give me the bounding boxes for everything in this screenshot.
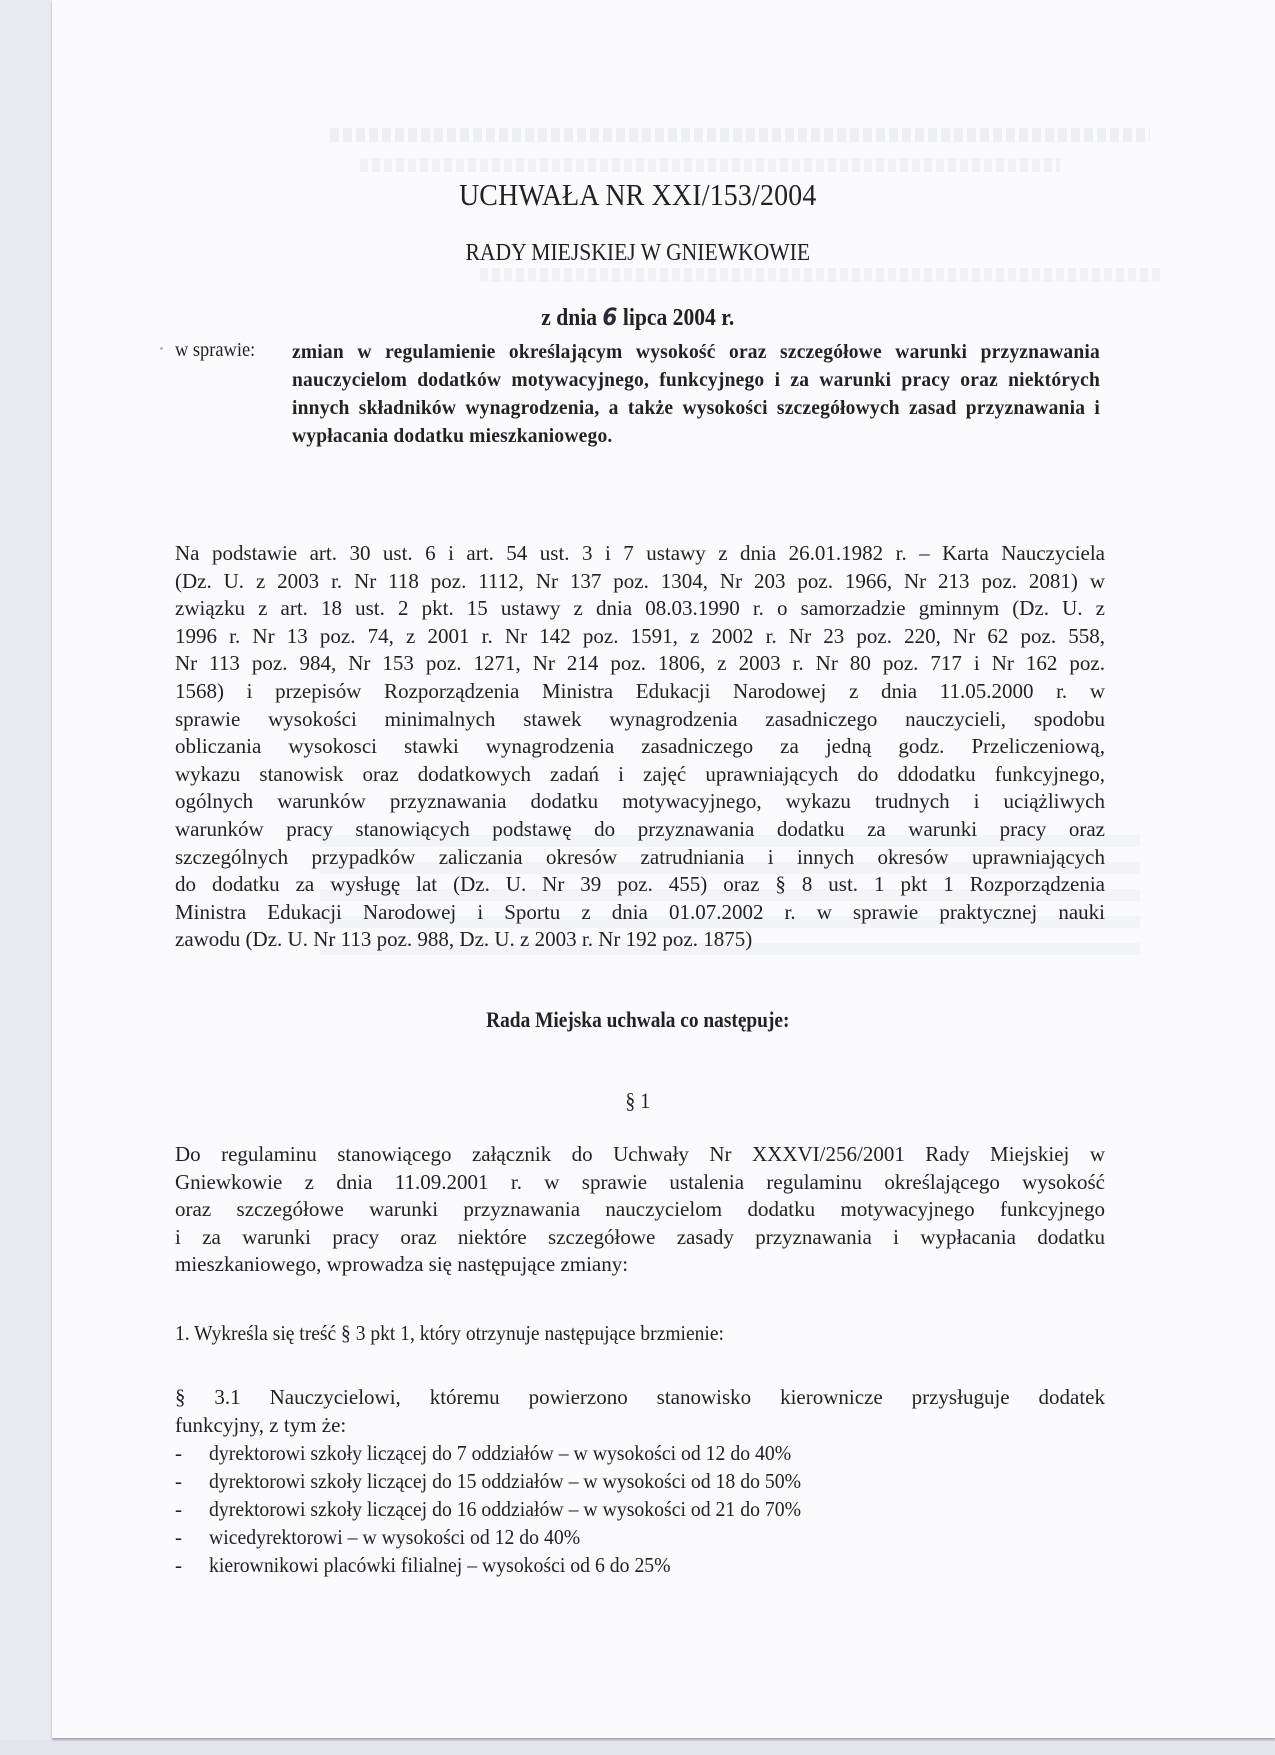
scanner-margin-left bbox=[0, 0, 52, 1755]
legal-basis-line: zawodu (Dz. U. Nr 113 poz. 988, Dz. U. z 2003 r. Nr 192 poz. 1875) bbox=[175, 927, 753, 952]
legal-basis-line: szczególnych przypadków zaliczania okresów zatrudniania i innych okresów uprawniających bbox=[175, 844, 1105, 869]
allowance-text: dyrektorowi szkoły liczącej do 7 oddziałów – w wysokości od 12 do 40% bbox=[209, 1441, 792, 1465]
clause-3-1-line: § 3.1 Nauczycielowi, któremu powierzono stanowisko kierownicze przysługuje dodatek bbox=[175, 1385, 1105, 1409]
legal-basis-line: wykazu stanowisk oraz dodatkowych zadań i zajęć uprawniających do ddodatku funkcyjnego, bbox=[175, 761, 1105, 786]
section-1-intro-line: Do regulaminu stanowiącego załącznik do Uchwały Nr XXXVI/256/2001 Rady Miejskiej w bbox=[175, 1142, 1105, 1166]
legal-basis-line: sprawie wysokości minimalnych stawek wynagrodzenia zasadniczego nauczycieli, spodobu bbox=[175, 706, 1105, 731]
allowance-list bbox=[175, 1439, 839, 1579]
list-dash: - bbox=[175, 1497, 182, 1521]
clause-3-1-line: funkcyjny, z tym że: bbox=[175, 1412, 347, 1437]
legal-basis-line: związku z art. 18 ust. 2 pkt. 15 ustawy z dnia 08.03.1990 r. o samorzadzie gminnym (Dz. U. z bbox=[175, 596, 1105, 621]
legal-basis-line: (Dz. U. z 2003 r. Nr 118 poz. 1112, Nr 137 poz. 1304, Nr 203 poz. 1966, Nr 213 poz. 2081) w bbox=[175, 568, 1105, 593]
subject-label: w sprawie: bbox=[175, 339, 256, 361]
section-1-intro-line: Gniewkowie z dnia 11.09.2001 r. w sprawie ustalenia regulaminu określającego wysokość bbox=[175, 1169, 1105, 1194]
legal-basis-line: 1568) i przepisów Rozporządzenia Ministra Edukacji Narodowej z dnia 11.05.2000 r. w bbox=[175, 678, 1105, 703]
date-prefix: z dnia bbox=[541, 305, 598, 331]
document-title: UCHWAŁA NR XXI/153/2004 bbox=[458, 177, 817, 212]
section-1-intro-paragraph bbox=[175, 1141, 1105, 1279]
document-issuer: RADY MIEJSKIEJ W GNIEWKOWIE bbox=[465, 240, 811, 266]
legal-basis-line: do dodatku za wysługę lat (Dz. U. Nr 39 poz. 455) oraz § 8 ust. 1 pkt 1 Rozporządzenia bbox=[175, 872, 1105, 897]
section-1-intro-line: oraz szczegółowe warunki przyznawania nauczycielom dodatku motywacyjnego funkcyjnego bbox=[175, 1197, 1105, 1222]
date-day-handwritten: 6 bbox=[602, 303, 618, 331]
amendment-item-1: 1. Wykreśla się treść § 3 pkt 1, który otrzynuje następujące brzmienie: bbox=[175, 1321, 724, 1345]
allowance-text: dyrektorowi szkoły liczącej do 15 oddziałów – w wysokości od 18 do 50% bbox=[209, 1469, 802, 1493]
section-1-intro-line: i za warunki pracy oraz niektóre szczegółowe zasady przyznawania i wypłacania dodatku bbox=[175, 1224, 1105, 1249]
list-dash: - bbox=[175, 1441, 182, 1465]
legal-basis-line: Nr 113 poz. 984, Nr 153 poz. 1271, Nr 214 poz. 1806, z 2003 r. Nr 80 poz. 717 i Nr 162 poz. bbox=[175, 651, 1105, 676]
allowance-text: dyrektorowi szkoły liczącej do 16 oddziałów – w wysokości od 21 do 70% bbox=[209, 1497, 802, 1521]
section-1-intro-line: mieszkaniowego, wprowadza się następujące zmiany: bbox=[175, 1252, 629, 1277]
scan-speck bbox=[160, 347, 163, 350]
date-suffix: lipca 2004 r. bbox=[622, 305, 735, 331]
allowance-item bbox=[175, 1495, 839, 1523]
allowance-text: wicedyrektorowi – w wysokości od 12 do 40% bbox=[209, 1525, 581, 1549]
subject-text: zmian w regulamienie określającym wysokość oraz szczegółowe warunki przyznawania nauczycielom dodatków motywacyjnego, funkcyjnego i za warunki pracy oraz niektórych innych składników wynagrodzenia, a także wysokości szczegółowych zasad przyznawania i wypłacania dodatku mieszkaniowego. bbox=[292, 342, 1100, 447]
legal-basis-line: obliczania wysokosci stawki wynagrodzenia zasadniczego za jedną godz. Przeliczeniową, bbox=[175, 734, 1105, 759]
legal-basis-line: Ministra Edukacji Narodowej i Sportu z dnia 01.07.2002 r. w sprawie praktycznej nauki bbox=[175, 899, 1105, 924]
list-dash: - bbox=[175, 1469, 182, 1493]
allowance-item bbox=[175, 1523, 839, 1551]
list-dash: - bbox=[175, 1553, 182, 1577]
allowance-item bbox=[175, 1439, 839, 1467]
legal-basis-line: 1996 r. Nr 13 poz. 74, z 2001 r. Nr 142 poz. 1591, z 2002 r. Nr 23 poz. 220, Nr 62 poz. 558, bbox=[175, 623, 1105, 648]
legal-basis-line: Na podstawie art. 30 ust. 6 i art. 54 ust. 3 i 7 ustawy z dnia 26.01.1982 r. – Karta Nauczyciela bbox=[175, 541, 1105, 565]
legal-basis-paragraph bbox=[175, 540, 1105, 954]
legal-basis-line: warunków pracy stanowiących podstawę do przyznawania dodatku za warunki pracy oraz bbox=[175, 816, 1105, 841]
scanner-margin-bottom bbox=[0, 1740, 1275, 1755]
clause-3-1-paragraph bbox=[175, 1384, 1105, 1439]
resolves-heading: Rada Miejska uchwala co następuje: bbox=[486, 1007, 790, 1032]
list-dash: - bbox=[175, 1525, 182, 1549]
legal-basis-line: ogólnych warunków przyznawania dodatku motywacyjnego, wykazu trudnych i uciążliwych bbox=[175, 789, 1105, 814]
allowance-item bbox=[175, 1551, 839, 1579]
section-1-heading: § 1 bbox=[625, 1088, 651, 1113]
document-date bbox=[64, 303, 1212, 332]
allowance-item bbox=[175, 1467, 839, 1495]
allowance-text: kierownikowi placówki filialnej – wysokości od 6 do 25% bbox=[209, 1553, 671, 1577]
